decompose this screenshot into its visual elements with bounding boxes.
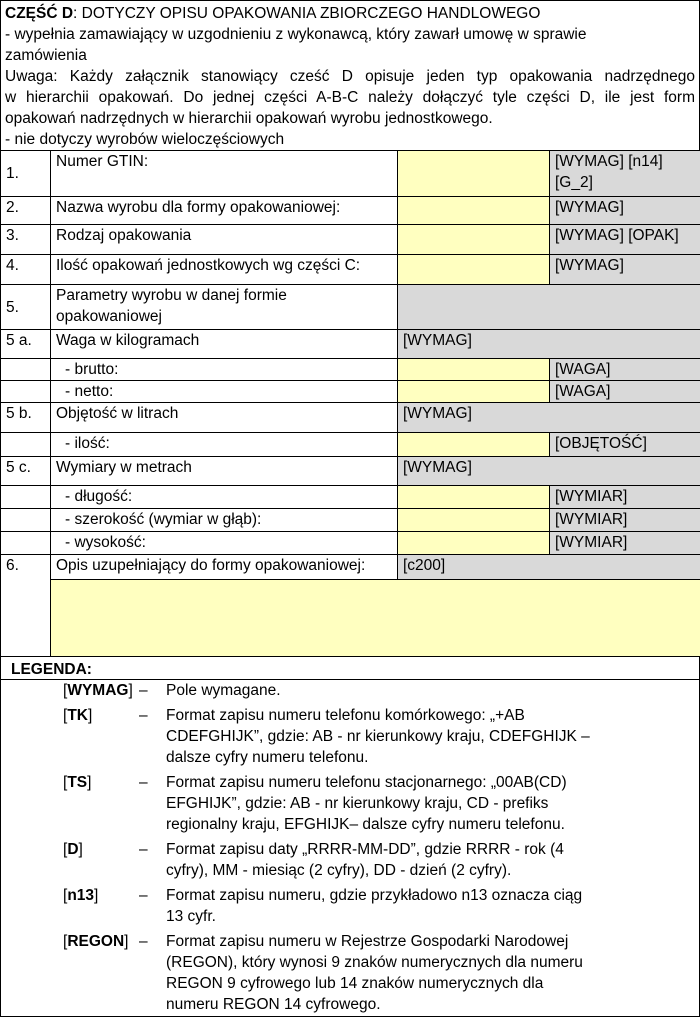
legend-description bbox=[166, 705, 626, 768]
volume-input[interactable] bbox=[398, 433, 550, 457]
note-line-3: opakowań nadrzędnych w hierarchii opakowań wyrobu jednostkowego. bbox=[5, 110, 493, 127]
row-format-tag: [WYMIAR] bbox=[550, 509, 700, 532]
legend-item-d bbox=[1, 839, 699, 881]
format-tag-line: [G_2] bbox=[555, 174, 593, 191]
legend-line: REGON 9 cyfrowego lub 14 znaków numerycznych dla bbox=[166, 975, 544, 992]
row-label-line: opakowaniowej bbox=[56, 308, 162, 325]
legend-key-text: WYMAG bbox=[67, 682, 129, 699]
form-row-5c-width bbox=[1, 509, 700, 532]
legend-key: [D] bbox=[63, 841, 83, 858]
legend-item-n13 bbox=[1, 885, 699, 927]
section-header bbox=[1, 1, 699, 150]
row-label: Wymiary w metrach bbox=[51, 457, 398, 486]
row-format-tag: [OBJĘTOŚĆ] bbox=[550, 433, 700, 457]
row-format-tag: [WYMIAR] bbox=[550, 486, 700, 509]
product-name-input[interactable] bbox=[398, 197, 550, 225]
legend-key: [n13] bbox=[63, 887, 99, 904]
row-format-tag: [WAGA] bbox=[550, 381, 700, 403]
row-gray-cell bbox=[398, 285, 700, 330]
form-row-4 bbox=[1, 255, 700, 285]
form-row-5b-quantity bbox=[1, 433, 700, 457]
legend-key-text: REGON bbox=[67, 933, 125, 950]
row-format-tag: [WYMAG] bbox=[398, 330, 700, 359]
row-number: 5 a. bbox=[1, 330, 51, 359]
row-number: 6. bbox=[1, 555, 51, 657]
legend-line: EFGHIJK”, gdzie: AB - nr kierunkowy kraju, CD - prefiks bbox=[166, 795, 549, 812]
form-row-5a-gross bbox=[1, 359, 700, 381]
legend-list bbox=[1, 680, 699, 1015]
note-line-2: w hierarchii opakowań. Do jednej części A-B-C należy dołączyć tyle części D, ile jest form bbox=[5, 89, 695, 106]
row-label: - netto: bbox=[51, 381, 398, 403]
legend-line: regionalny kraju, EFGHIJK– dalsze cyfry numeru telefonu. bbox=[166, 816, 565, 833]
legend-line: Pole wymagane. bbox=[166, 682, 281, 699]
section-title-rest: : DOTYCZY OPISU OPAKOWANIA ZBIORCZEGO HANDLOWEGO bbox=[73, 5, 541, 22]
row-format-tag: [WYMAG] bbox=[398, 403, 700, 433]
row-label: Ilość opakowań jednostkowych wg części C: bbox=[51, 255, 398, 285]
row-format-tag bbox=[550, 151, 700, 197]
legend-key: [REGON] bbox=[63, 933, 129, 950]
row-number: 1. bbox=[1, 151, 51, 197]
unit-count-input[interactable] bbox=[398, 255, 550, 285]
exclusion-line: - nie dotyczy wyrobów wieloczęściowych bbox=[5, 131, 285, 148]
legend-item-regon bbox=[1, 931, 699, 1015]
legend-description bbox=[166, 772, 626, 835]
packaging-type-input[interactable] bbox=[398, 225, 550, 255]
row-format-tag: [c200] bbox=[398, 555, 700, 580]
legend-dash: – bbox=[139, 933, 148, 950]
legend-item-tk bbox=[1, 705, 699, 768]
form-row-6-text bbox=[1, 580, 700, 657]
row-label: Nazwa wyrobu dla formy opakowaniowej: bbox=[51, 197, 398, 225]
legend-line: Format zapisu numeru telefonu komórkowego: „+AB bbox=[166, 707, 525, 724]
row-format-tag: [WYMAG] bbox=[550, 197, 700, 225]
legend-key: [TS] bbox=[63, 774, 92, 791]
legend-line: 13 cyfr. bbox=[166, 908, 216, 925]
legend-description bbox=[166, 680, 626, 701]
legend-key: [WYMAG] bbox=[63, 682, 133, 699]
legend-line: Format zapisu daty „RRRR-MM-DD”, gdzie RRRR - rok (4 bbox=[166, 841, 564, 858]
form-row-2 bbox=[1, 197, 700, 225]
legend-item-ts bbox=[1, 772, 699, 835]
row-label: Objętość w litrach bbox=[51, 403, 398, 433]
legend-line: Format zapisu numeru, gdzie przykładowo n13 oznacza ciąg bbox=[166, 887, 583, 904]
row-number-empty bbox=[1, 433, 51, 457]
row-label: Rodzaj opakowania bbox=[51, 225, 398, 255]
row-number: 2. bbox=[1, 197, 51, 225]
row-format-tag: [WYMAG] [OPAK] bbox=[550, 225, 700, 255]
row-label: Opis uzupełniający do formy opakowaniowej: bbox=[51, 555, 398, 580]
legend-line: Format zapisu numeru w Rejestrze Gospodarki Narodowej bbox=[166, 933, 569, 950]
row-label bbox=[51, 285, 398, 330]
length-input[interactable] bbox=[398, 486, 550, 509]
note-line-1: Uwaga: Każdy załącznik stanowiący cześć D opisuje jeden typ opakowania nadrzędnego bbox=[5, 68, 695, 85]
form-row-5c bbox=[1, 457, 700, 486]
legend-line: Format zapisu numeru telefonu stacjonarnego: „00AB(CD) bbox=[166, 774, 567, 791]
row-number: 4. bbox=[1, 255, 51, 285]
row-label-line: Parametry wyrobu w danej formie bbox=[56, 287, 287, 304]
row-number-empty bbox=[1, 486, 51, 509]
legend-key-text: TK bbox=[67, 707, 88, 724]
form-row-3 bbox=[1, 225, 700, 255]
row-number-empty bbox=[1, 359, 51, 381]
form-row-5 bbox=[1, 285, 700, 330]
legend-key-text: TS bbox=[67, 774, 88, 791]
legend-line: numeru REGON 14 cyfrowego. bbox=[166, 996, 381, 1013]
row-number: 5. bbox=[1, 285, 51, 330]
legend-dash: – bbox=[139, 887, 148, 904]
row-format-tag: [WYMAG] bbox=[550, 255, 700, 285]
width-input[interactable] bbox=[398, 509, 550, 532]
form-row-5c-length bbox=[1, 486, 700, 509]
legend-dash: – bbox=[139, 707, 148, 724]
legend-line: cyfry), MM - miesiąc (2 cyfry), DD - dzień (2 cyfry). bbox=[166, 862, 512, 879]
legend-line: dalsze cyfry numeru telefonu. bbox=[166, 749, 369, 766]
row-label: - ilość: bbox=[51, 433, 398, 457]
height-input[interactable] bbox=[398, 532, 550, 555]
row-label: - szerokość (wymiar w głąb): bbox=[51, 509, 398, 532]
legend-line: CDEFGHIJK”, gdzie: AB - nr kierunkowy kraju, CDEFGHIJK – bbox=[166, 728, 590, 745]
row-number: 5 c. bbox=[1, 457, 51, 486]
form-row-5a bbox=[1, 330, 700, 359]
row-number-empty bbox=[1, 532, 51, 555]
form-row-5b bbox=[1, 403, 700, 433]
legend-key-text: n13 bbox=[67, 887, 95, 904]
row-format-tag: [WYMAG] bbox=[398, 457, 700, 486]
section-title bbox=[5, 3, 695, 24]
legend-item-wymag bbox=[1, 680, 699, 701]
row-format-tag: [WYMIAR] bbox=[550, 532, 700, 555]
row-number-empty bbox=[1, 509, 51, 532]
row-label: - brutto: bbox=[51, 359, 398, 381]
row-label: Numer GTIN: bbox=[51, 151, 398, 197]
row-format-tag: [WAGA] bbox=[550, 359, 700, 381]
gtin-input[interactable] bbox=[398, 151, 550, 197]
instruction-line: - wypełnia zamawiający w uzgodnieniu z wykonawcą, który zawarł umowę w sprawie bbox=[5, 26, 587, 43]
legend-key-text: D bbox=[67, 841, 79, 858]
legend-dash: – bbox=[139, 774, 148, 791]
form-row-1 bbox=[1, 151, 700, 197]
legend-description bbox=[166, 931, 626, 1015]
row-number: 5 b. bbox=[1, 403, 51, 433]
row-label: - wysokość: bbox=[51, 532, 398, 555]
legend-title: LEGENDA: bbox=[1, 657, 699, 680]
form-row-5c-height bbox=[1, 532, 700, 555]
legend-key: [TK] bbox=[63, 707, 93, 724]
row-number: 3. bbox=[1, 225, 51, 255]
row-label: - długość: bbox=[51, 486, 398, 509]
row-number-empty bbox=[1, 381, 51, 403]
form-row-5a-net bbox=[1, 381, 700, 403]
gross-weight-input[interactable] bbox=[398, 359, 550, 381]
legend-description bbox=[166, 885, 626, 927]
instruction-line-cont: zamówienia bbox=[5, 47, 87, 64]
section-title-bold: CZĘŚĆ D bbox=[5, 5, 74, 22]
legend-dash: – bbox=[139, 682, 148, 699]
packaging-form-table bbox=[0, 150, 700, 657]
form-row-6 bbox=[1, 555, 700, 580]
format-tag-line: [WYMAG] [n14] bbox=[555, 153, 663, 170]
legend-description bbox=[166, 839, 626, 881]
legend-dash: – bbox=[139, 841, 148, 858]
net-weight-input[interactable] bbox=[398, 381, 550, 403]
legend-line: (REGON), który wynosi 9 znaków numerycznych dla numeru bbox=[166, 954, 583, 971]
description-textarea[interactable] bbox=[51, 580, 700, 657]
row-label: Waga w kilogramach bbox=[51, 330, 398, 359]
